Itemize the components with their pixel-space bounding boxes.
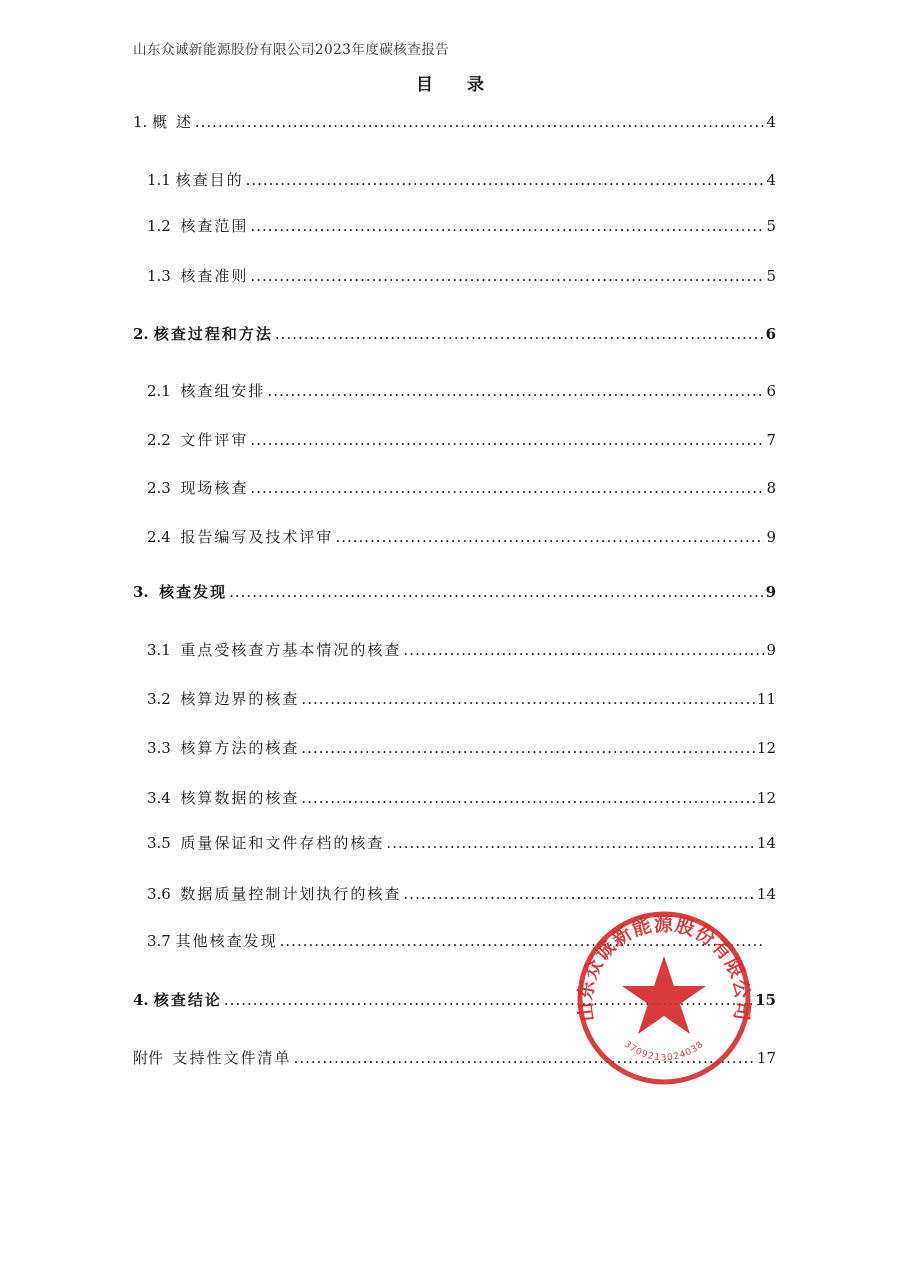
toc-entry[interactable] [147,788,776,808]
toc-entry-page: 5 [766,217,776,235]
toc-entry[interactable] [147,216,776,236]
toc-entry-label: 核查发现 [159,583,228,601]
toc-entry-label: 其他核查发现 [175,932,278,950]
svg-text:3709213024038 [622,1040,706,1064]
toc-entry[interactable] [147,381,776,401]
toc-entry-page: 17 [756,1049,776,1067]
toc-entry-label: 文件评审 [180,431,249,449]
toc-entry-page: 9 [766,641,776,659]
toc-entry-page: 8 [766,479,776,497]
toc-entry-page: 5 [766,267,776,285]
toc-dot-leader [267,381,764,401]
toc-entry-label: 核算方法的核查 [180,739,300,757]
toc-entry-number: 1.2 [147,217,181,235]
toc-dot-leader [386,833,754,853]
toc-entry[interactable] [133,582,776,602]
toc-entry-number: 3.3 [147,739,181,757]
seal-number: 3709213024038 [621,1039,707,1064]
toc-entry[interactable] [147,738,776,758]
toc-entry[interactable] [147,170,776,190]
toc-entry-number: 3.4 [147,789,181,807]
toc-dot-leader [229,582,763,602]
toc-entry-page: 15 [755,991,776,1009]
toc-entry[interactable] [147,833,776,853]
toc-entry-page: 11 [756,690,776,708]
toc-entry-number: 2.1 [147,382,181,400]
toc-title: 目 录 [416,75,498,95]
toc-entry-page: 6 [766,382,776,400]
toc-dot-leader [301,689,754,709]
toc-entry[interactable] [147,640,776,660]
toc-entry-label: 现场核查 [180,479,249,497]
seal-text: 山东众诚新能源股份有限公司 [574,913,754,1023]
toc-entry-number: 3. [133,583,160,601]
toc-dot-leader [250,478,764,498]
toc-entry-number: 4. [133,991,154,1009]
toc-entry-page: 7 [766,431,776,449]
toc-dot-leader [403,640,764,660]
toc-dot-leader [275,324,764,344]
toc-entry-label: 核查目的 [175,171,244,189]
toc-entry-page: 12 [756,789,776,807]
toc-entry-number: 3.2 [147,690,181,708]
toc-dot-leader [250,266,764,286]
toc-entry-number: 1. [133,113,153,131]
toc-entry-label: 核查准则 [180,267,249,285]
toc-entry-label: 核查范围 [180,217,249,235]
toc-entry-number: 2.2 [147,431,181,449]
toc-entry-page: 6 [765,325,776,343]
toc-dot-leader [250,216,764,236]
toc-entry[interactable] [147,430,776,450]
toc-entry-page: 14 [756,885,776,903]
toc-entry-number: 1.3 [147,267,181,285]
toc-dot-leader [301,738,754,758]
toc-entry-number: 2.3 [147,479,181,497]
toc-entry-label: 核算数据的核查 [180,789,300,807]
toc-entry-label: 核查过程和方法 [153,325,273,343]
toc-entry[interactable] [147,884,776,904]
page-header: 山东众诚新能源股份有限公司2023年度碳核查报告 [133,42,450,58]
toc-entry-number: 3.5 [147,834,181,852]
toc-dot-leader [246,170,764,190]
toc-entry[interactable] [147,266,776,286]
toc-entry[interactable] [147,527,776,547]
toc-entry-label: 质量保证和文件存档的核查 [180,834,385,852]
toc-entry-page: 4 [766,171,776,189]
toc-entry-label: 概 述 [152,113,193,131]
toc-entry-page: 12 [756,739,776,757]
company-seal [574,908,754,1088]
toc-entry-page: 4 [766,113,776,131]
toc-entry-number: 3.6 [147,885,181,903]
toc-dot-leader [335,527,764,547]
toc-entry-number: 2.4 [147,528,181,546]
toc-dot-leader [250,430,764,450]
toc-entry-number: 附件 [133,1049,173,1067]
toc-dot-leader [403,884,754,904]
toc-entry-label: 核查结论 [153,991,222,1009]
toc-entry-label: 重点受核查方基本情况的核查 [180,641,402,659]
toc-entry[interactable] [147,689,776,709]
toc-entry-page: 14 [756,834,776,852]
toc-entry-label: 核查组安排 [180,382,266,400]
toc-entry-label: 支持性文件清单 [172,1049,292,1067]
toc-entry-number: 3.1 [147,641,181,659]
toc-entry-number: 3.7 [147,932,176,950]
toc-entry-label: 报告编写及技术评审 [180,528,334,546]
toc-entry-label: 核算边界的核查 [180,690,300,708]
toc-entry-page: 9 [766,528,776,546]
toc-entry-number: 1.1 [147,171,176,189]
toc-entry[interactable] [133,112,776,132]
toc-entry-number: 2. [133,325,154,343]
toc-entry[interactable] [133,324,776,344]
toc-entry[interactable] [147,478,776,498]
toc-entry-page: 9 [765,583,776,601]
seal-star-icon [622,956,706,1034]
toc-entry-label: 数据质量控制计划执行的核查 [180,885,402,903]
toc-dot-leader [195,112,764,132]
toc-dot-leader [301,788,754,808]
